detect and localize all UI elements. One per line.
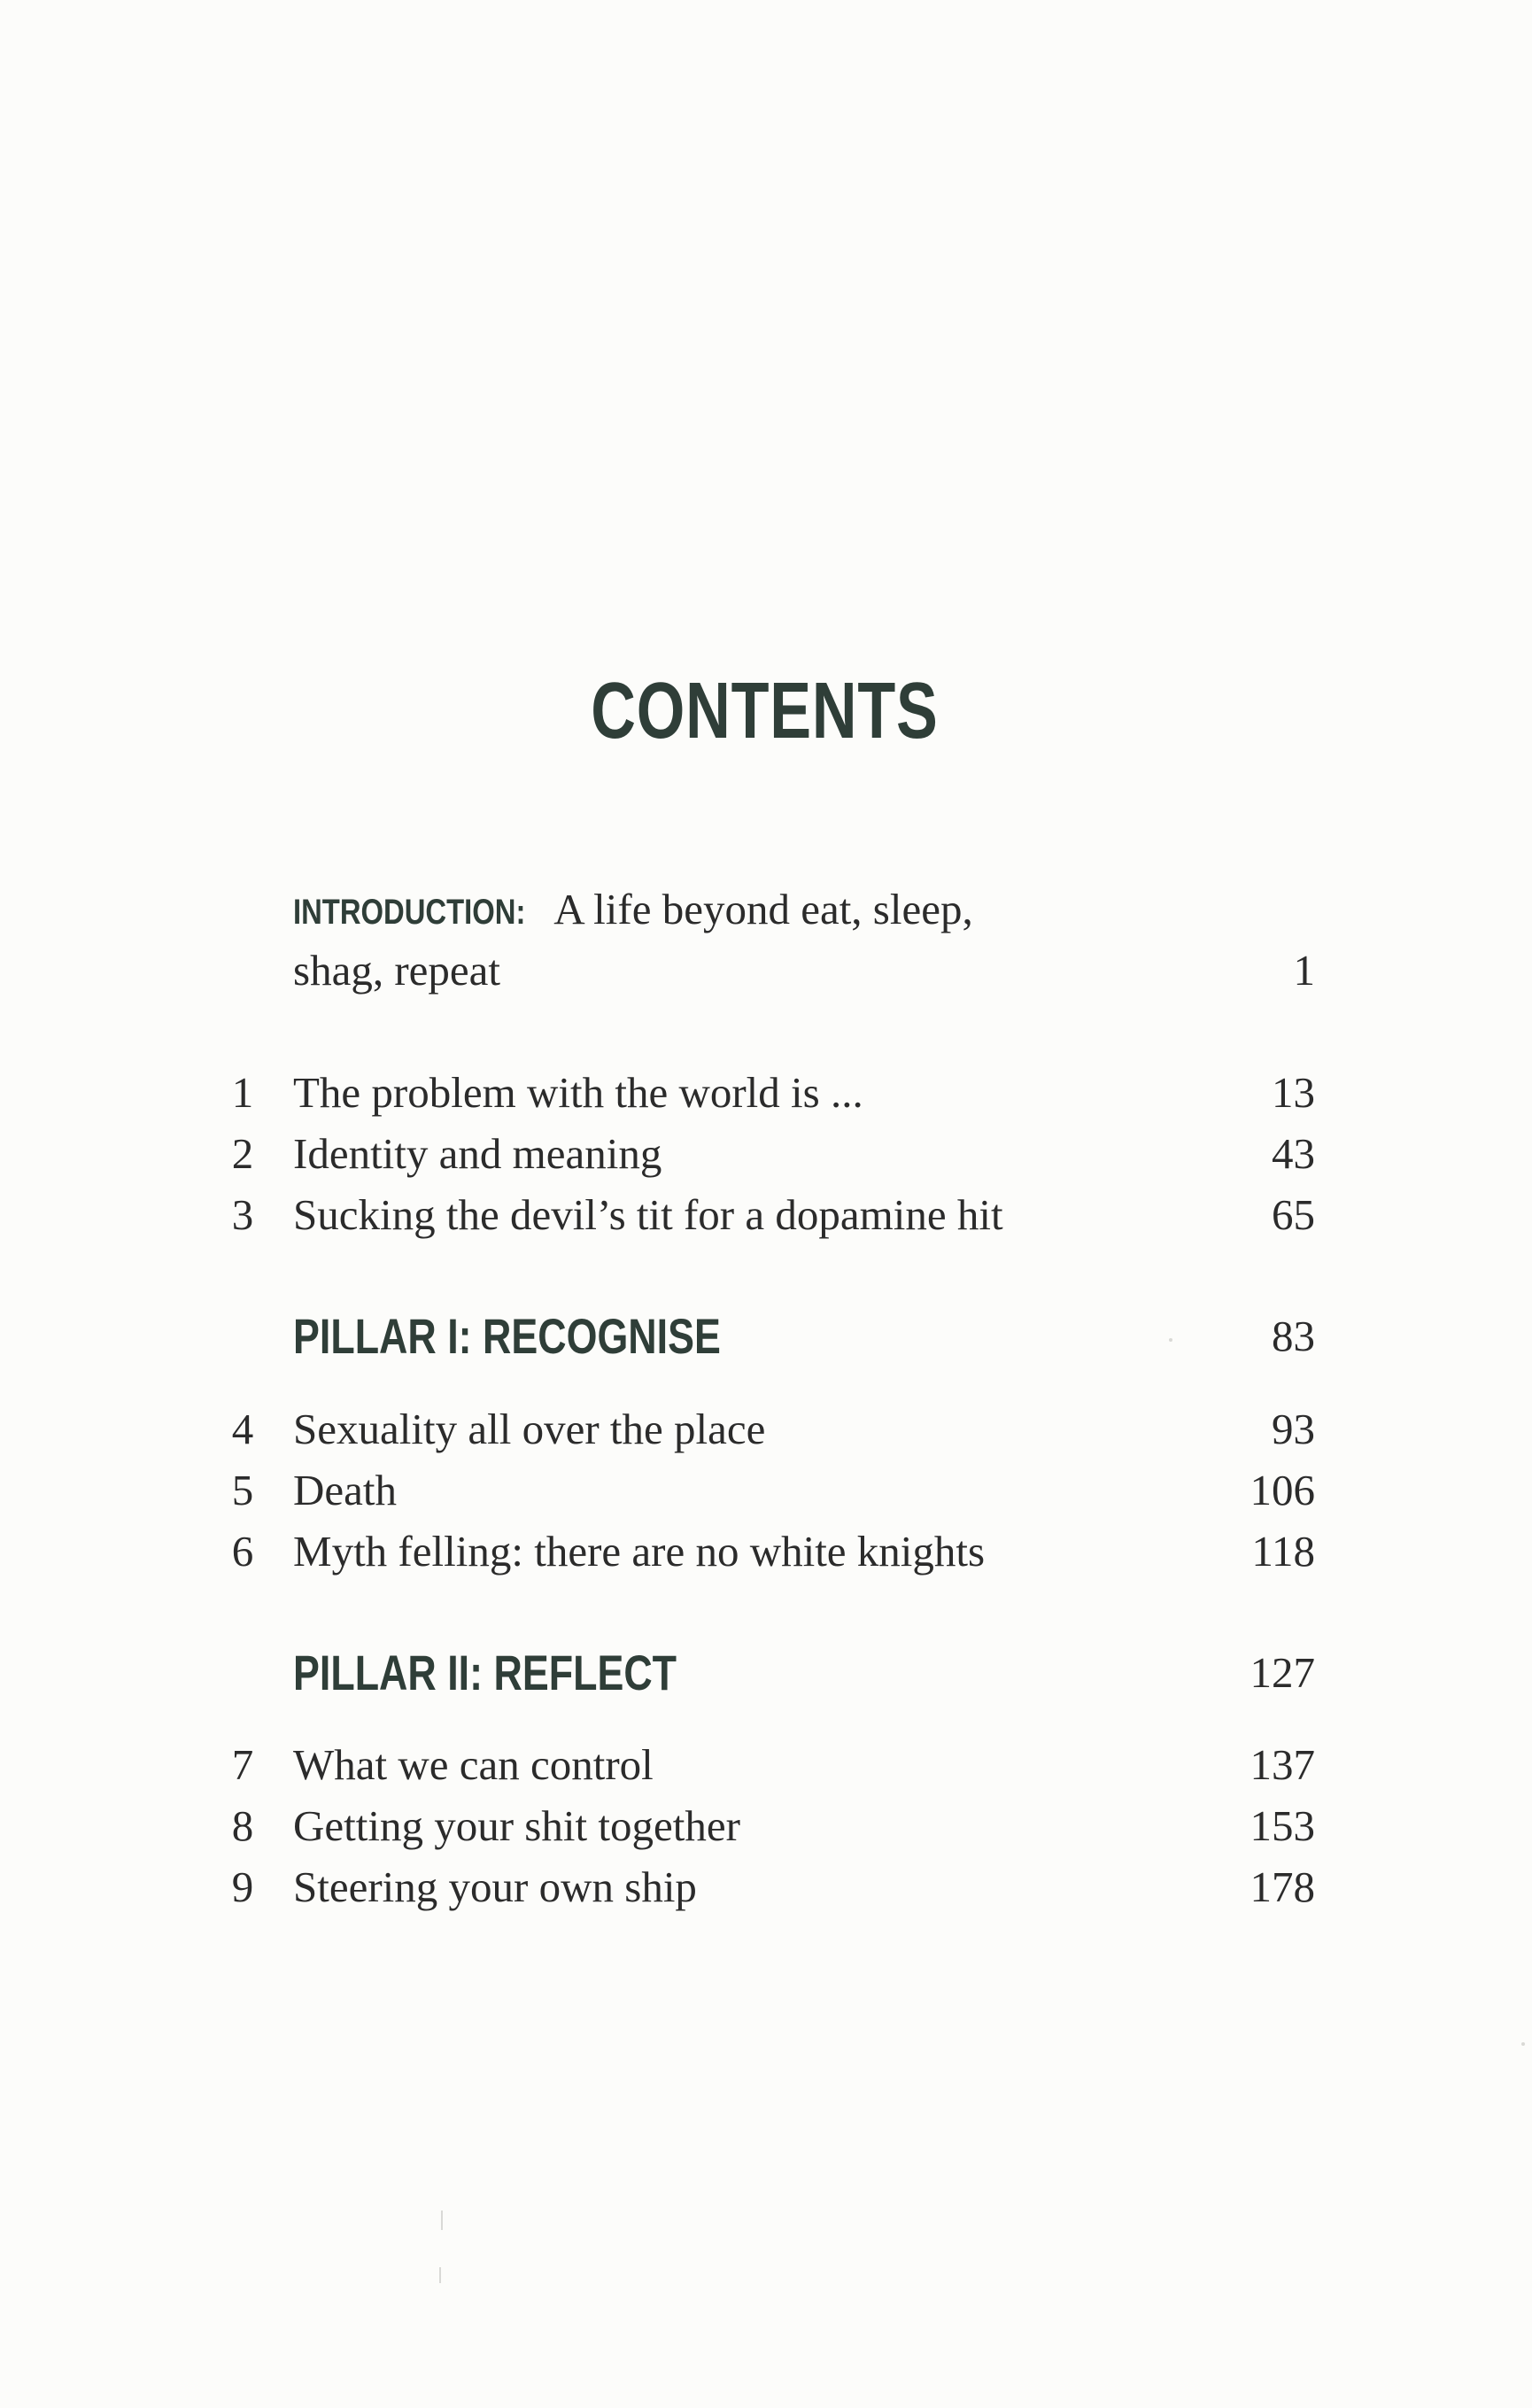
page-title: CONTENTS (591, 667, 939, 755)
chapter-number: 5 (231, 1466, 254, 1514)
toc-chapter-row (0, 1398, 1532, 1460)
pillar-page-number: 127 (1250, 1648, 1315, 1697)
chapter-number: 1 (231, 1068, 254, 1117)
chapter-page-number: 153 (1250, 1801, 1315, 1850)
toc-chapter-row (0, 1184, 1532, 1245)
chapter-title: Death (293, 1466, 397, 1514)
chapter-title: Identity and meaning (293, 1129, 662, 1178)
introduction-title-line2: shag, repeat (293, 946, 500, 995)
chapter-number: 8 (231, 1801, 254, 1850)
chapter-number: 6 (231, 1527, 254, 1576)
chapter-number: 7 (231, 1740, 254, 1789)
chapter-title: The problem with the world is ... (293, 1068, 863, 1117)
toc-chapter-row (0, 1062, 1532, 1123)
chapter-page-number: 13 (1272, 1068, 1315, 1117)
chapter-number: 4 (231, 1405, 254, 1453)
toc-introduction-line1 (0, 879, 1532, 940)
chapter-title: Myth felling: there are no white knights (293, 1527, 986, 1576)
introduction-title-line1: A life beyond eat, sleep, (553, 885, 973, 933)
chapter-title: What we can control (293, 1740, 654, 1789)
toc-chapter-row (0, 1123, 1532, 1184)
chapter-title: Sucking the devil’s tit for a dopamine hit (293, 1190, 1003, 1239)
toc-pillar-row (0, 1305, 1532, 1367)
toc-introduction-label (293, 879, 973, 943)
scan-speck (1521, 2042, 1525, 2046)
toc-chapter-row (0, 1734, 1532, 1795)
chapter-number: 9 (231, 1862, 254, 1911)
chapter-number: 2 (231, 1129, 254, 1178)
toc-chapter-row (0, 1856, 1532, 1917)
toc-chapter-row (0, 1521, 1532, 1582)
chapter-page-number: 43 (1272, 1129, 1315, 1178)
chapter-number: 3 (231, 1190, 254, 1239)
chapter-page-number: 65 (1272, 1190, 1315, 1239)
chapter-title: Sexuality all over the place (293, 1405, 766, 1453)
toc-chapter-row (0, 1460, 1532, 1521)
pillar-heading: PILLAR II: REFLECT (293, 1645, 677, 1700)
chapter-title: Steering your own ship (293, 1862, 697, 1911)
introduction-heading: INTRODUCTION: (293, 893, 526, 932)
pillar-page-number: 83 (1272, 1312, 1315, 1360)
chapter-page-number: 178 (1250, 1862, 1315, 1911)
pillar-label (293, 1305, 828, 1369)
toc-chapter-row (0, 1795, 1532, 1856)
toc-pillar-row (0, 1642, 1532, 1703)
scan-speck (1169, 1338, 1172, 1342)
toc-introduction-line2 (0, 940, 1532, 1001)
introduction-page-number: 1 (1293, 946, 1315, 995)
pillar-heading: PILLAR I: RECOGNISE (293, 1308, 721, 1364)
chapter-page-number: 118 (1251, 1527, 1315, 1576)
chapter-title: Getting your shit together (293, 1801, 740, 1850)
pillar-label (293, 1642, 772, 1706)
scan-speck (439, 2267, 441, 2283)
scan-speck (441, 2211, 443, 2230)
chapter-page-number: 106 (1250, 1466, 1315, 1514)
chapter-page-number: 137 (1250, 1740, 1315, 1789)
chapter-page-number: 93 (1272, 1405, 1315, 1453)
